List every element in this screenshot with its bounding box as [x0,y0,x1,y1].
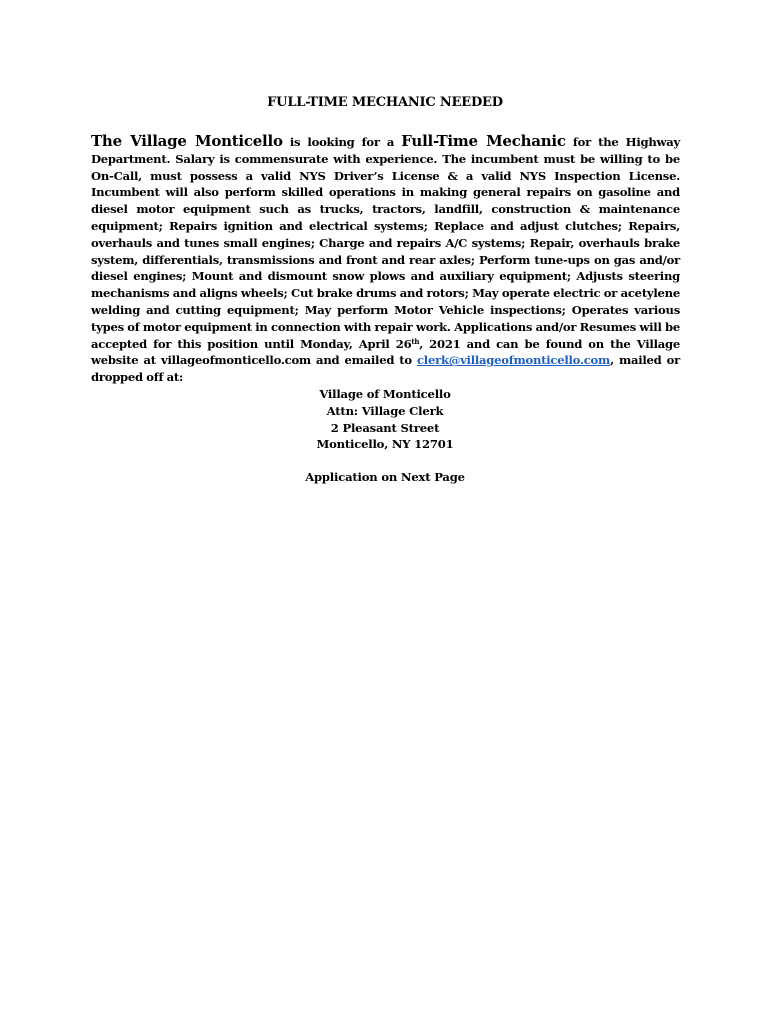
email-link[interactable]: clerk@villageofmonticello.com [417,353,611,368]
page-title: FULL-TIME MECHANIC NEEDED [267,95,503,110]
address-line-3: 2 Pleasant Street [330,420,440,435]
address-line-2: Attn: Village Clerk [326,403,444,418]
address-line-1: Village of Monticello [319,387,451,401]
intro-connector-text: is looking for a [282,135,402,149]
mailing-address [0,386,770,453]
next-page-note: Application on Next Page [305,470,465,484]
job-duties-text: for the Highway Department. Salary is commensurate with experience. The incumbent must be willing to be On-Call, must possess a valid NYS Driver’s License & a valid NYS Inspection License. Incumbent will also perform skilled operations in making general repairs on gasoline and diesel motor equipment such as trucks, tractors, landfill, construction & maintenance equipment; Repairs ignition and electrical systems; Replace and adjust clutches; Repairs, overhauls and tunes small engines; Charge and repairs A/C systems; Repair, overhauls brake system, differentials, transmissions and front and rear axles; Perform tune-ups on gas and/or diesel engines; Mount and dismount snow plows and auxiliary equipment; Adjusts steering mechanisms and aligns wheels; Cut brake drums and rotors; May operate electric or acetylene welding and cutting equipment; May perform Motor Vehicle inspections; Operates various types of motor equipment in connection with repair work. Applications and/or Resumes will be accepted for this position until Monday, April 26 [91,135,681,351]
address-line-4: Monticello, NY 12701 [316,437,454,452]
job-description-paragraph [91,133,680,386]
date-ordinal-suffix: th [411,336,420,346]
organization-name: The Village Monticello [91,132,283,150]
closing-text: , mailed or dropped off at: [91,353,680,385]
position-title: Full-Time Mechanic [401,132,566,150]
website-text: , 2021 and can be found on the Village website at villageofmonticello.com and emailed to [91,336,680,368]
